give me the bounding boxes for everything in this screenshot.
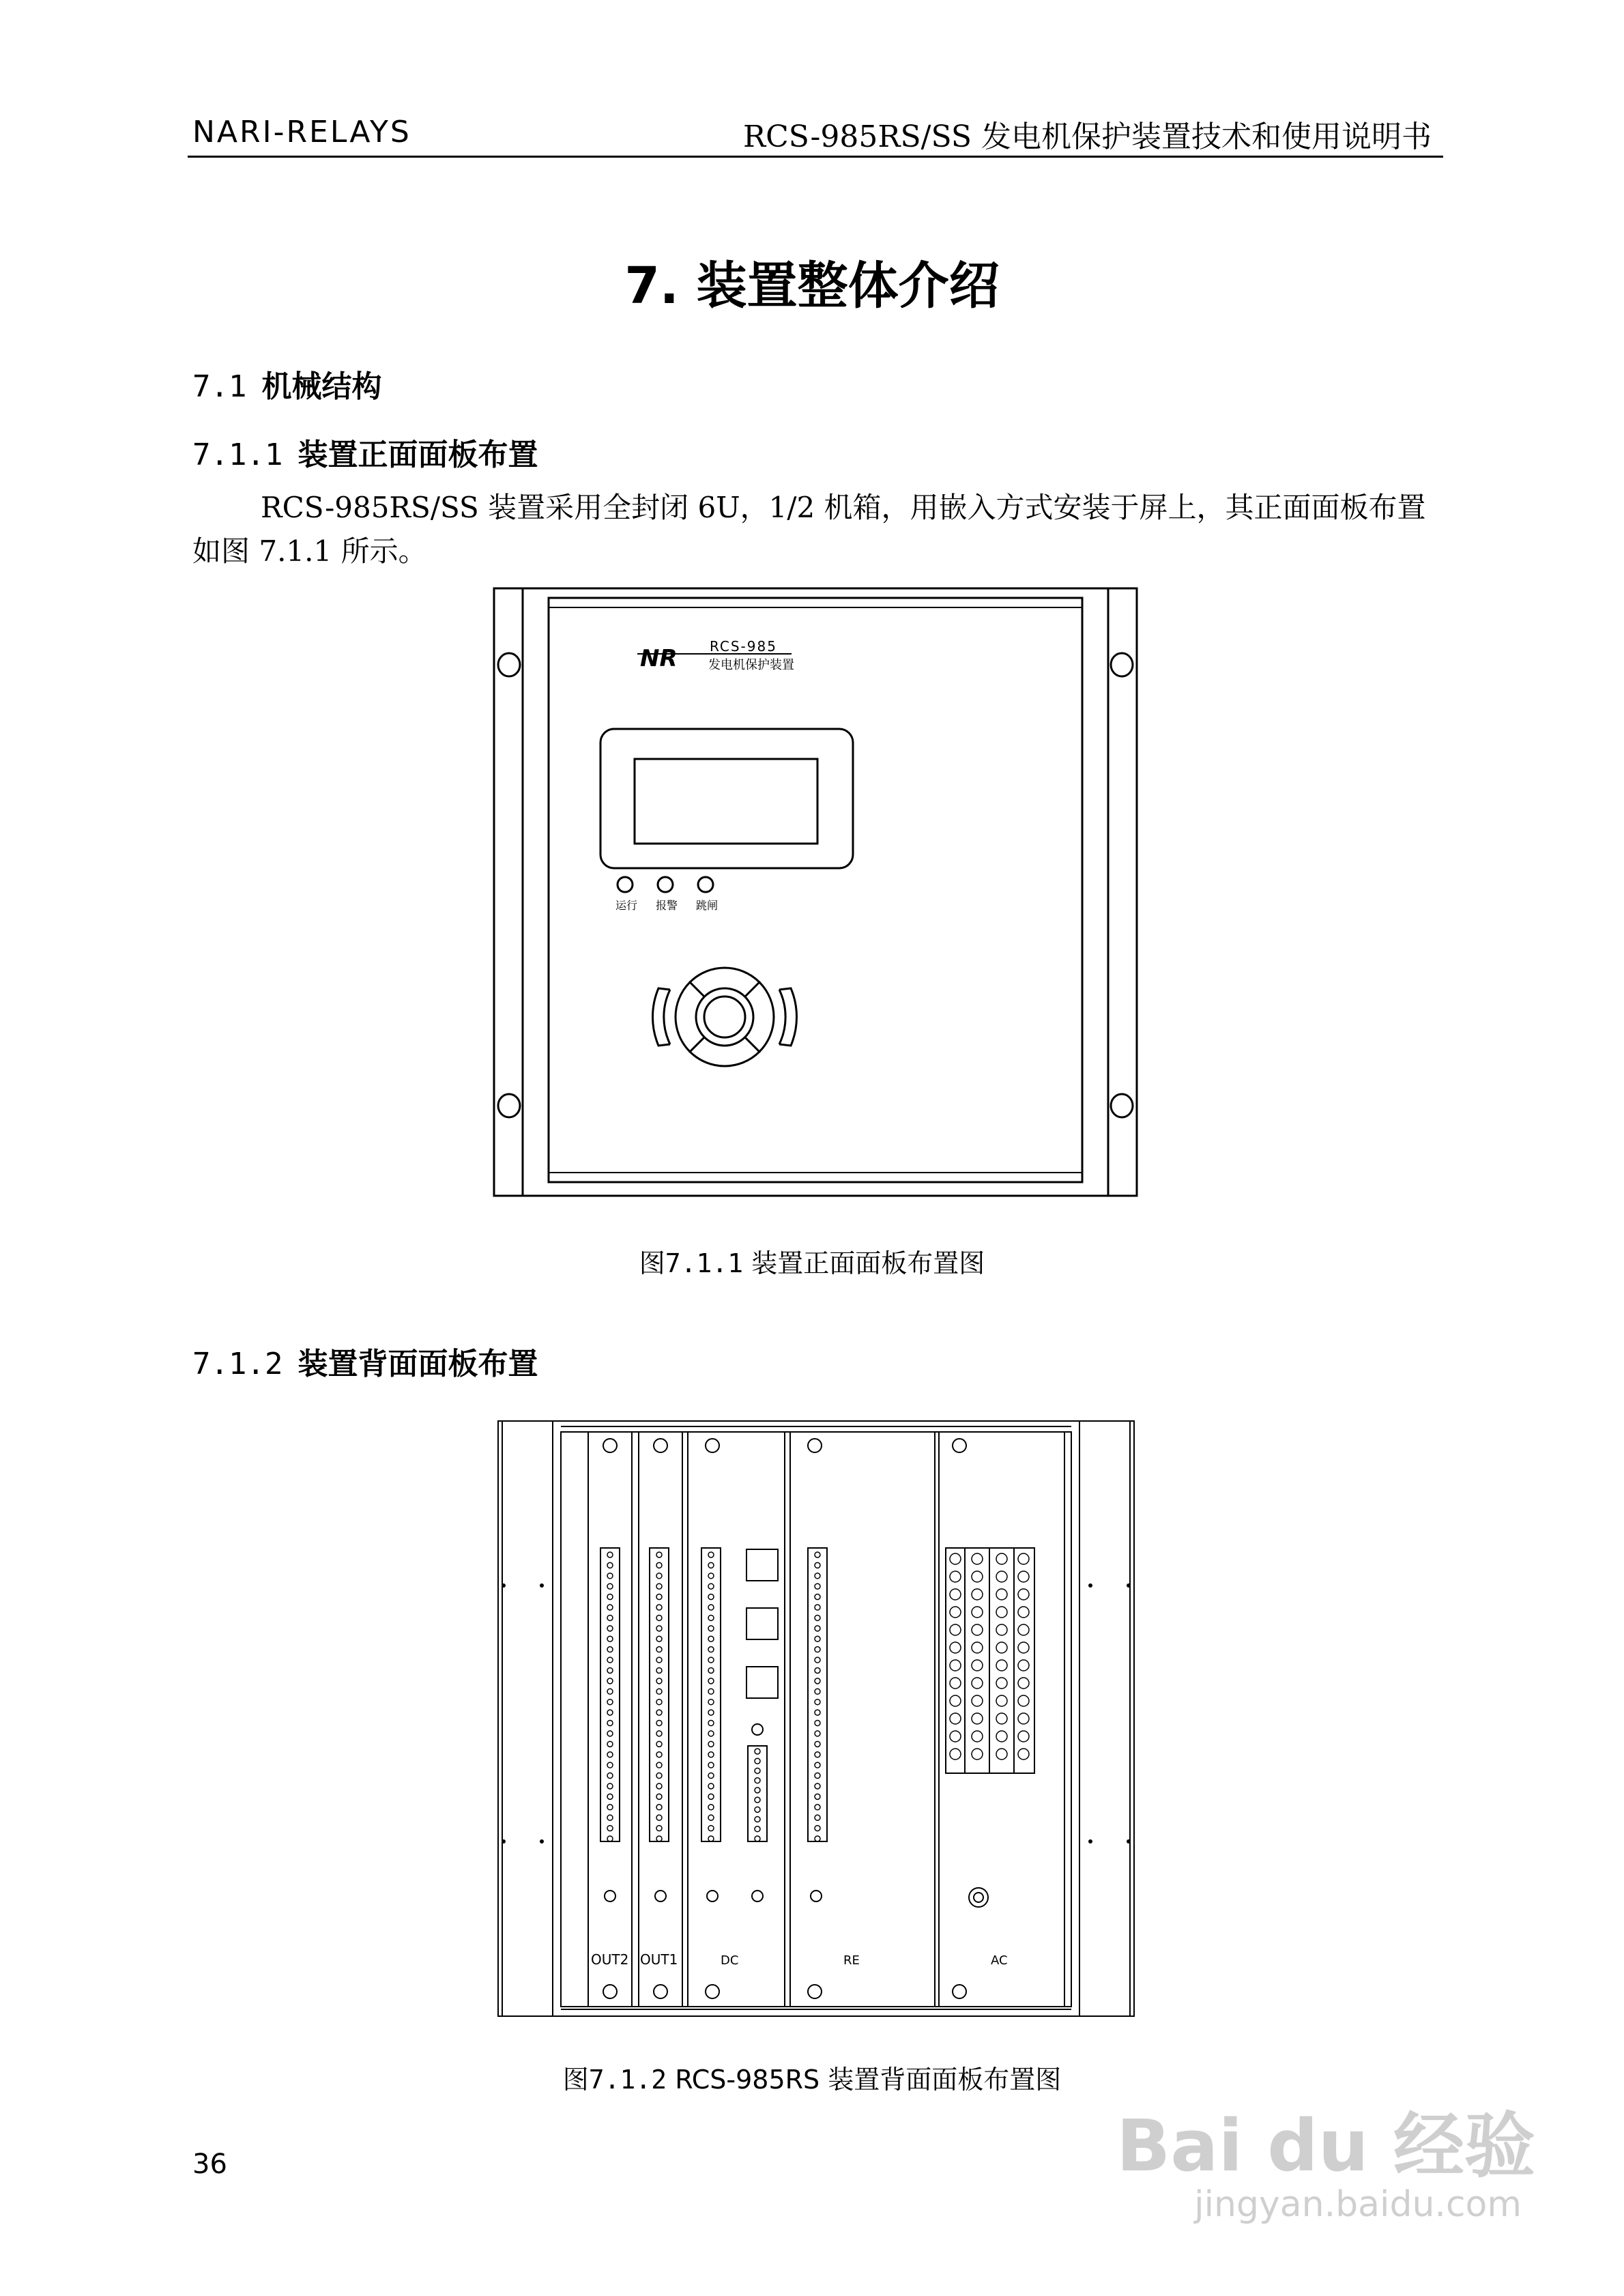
ac-terminal-screw <box>950 1660 961 1671</box>
terminal-pin <box>607 1657 613 1663</box>
module-label-out2: OUT2 <box>591 1951 629 1968</box>
front-panel-frame <box>494 588 1137 1196</box>
terminal-pin <box>708 1699 714 1705</box>
terminal-pin <box>708 1657 714 1663</box>
terminal-pin <box>656 1710 662 1715</box>
terminal-pin <box>815 1647 820 1652</box>
terminal-pin <box>656 1583 662 1589</box>
ac-terminal-screw <box>1018 1695 1029 1706</box>
ac-terminal-screw <box>972 1624 983 1635</box>
mount-hole <box>498 653 520 676</box>
terminal-pin <box>815 1636 820 1641</box>
ac-terminal-screw <box>1018 1749 1029 1760</box>
section-7-1-1-heading <box>192 430 538 474</box>
terminal-pin <box>708 1815 714 1820</box>
ac-terminal-screw <box>972 1589 983 1600</box>
ac-terminal-screw <box>1018 1678 1029 1689</box>
section-number: 7.1 <box>192 369 247 404</box>
port <box>746 1549 778 1581</box>
mount-hole <box>498 1094 520 1117</box>
terminal-pin <box>656 1552 662 1558</box>
terminal-pin <box>815 1678 820 1684</box>
terminal-pin <box>656 1762 662 1768</box>
terminal-pin <box>708 1752 714 1757</box>
led-label-alarm: 报警 <box>656 899 678 912</box>
terminal-pin <box>815 1721 820 1726</box>
terminal-pin <box>708 1721 714 1726</box>
terminal-pin <box>708 1794 714 1799</box>
terminal-pin <box>708 1773 714 1779</box>
terminal-pin <box>755 1788 760 1793</box>
ac-terminal-screw <box>996 1553 1007 1564</box>
terminal-pin <box>708 1762 714 1768</box>
terminal-pin <box>607 1573 613 1579</box>
terminal-pin <box>708 1741 714 1747</box>
ac-terminal-screw <box>1018 1731 1029 1742</box>
ac-terminal-screw <box>1018 1553 1029 1564</box>
ac-terminal-screw <box>972 1607 983 1618</box>
terminal-pin <box>815 1699 820 1705</box>
port <box>746 1608 778 1639</box>
terminal-pin <box>815 1773 820 1779</box>
terminal-pin <box>708 1583 714 1589</box>
caption-number: 7.1.1 <box>665 1248 744 1278</box>
terminal-pin <box>815 1836 820 1841</box>
terminal-pin <box>755 1749 760 1754</box>
terminal-pin <box>755 1758 760 1764</box>
terminal-pin <box>656 1647 662 1652</box>
ac-terminal-screw <box>1018 1660 1029 1671</box>
section-7-1-2-heading <box>192 1339 538 1383</box>
ac-terminal-screw <box>996 1571 1007 1582</box>
led-label-trip: 跳闸 <box>696 899 719 912</box>
terminal-pin <box>708 1647 714 1652</box>
ac-terminal-screw <box>972 1695 983 1706</box>
ac-terminal-screw <box>972 1678 983 1689</box>
back-panel-figure <box>495 1418 1137 2019</box>
terminal-pin <box>815 1615 820 1620</box>
ac-terminal-screw <box>996 1624 1007 1635</box>
terminal-pin <box>607 1689 613 1694</box>
terminal-pin <box>656 1826 662 1831</box>
terminal-pin <box>708 1783 714 1789</box>
terminal-pin <box>708 1626 714 1631</box>
terminal-pin <box>607 1741 613 1747</box>
terminal-pin <box>815 1594 820 1600</box>
terminal-pin <box>708 1594 714 1600</box>
ac-terminal-screw <box>996 1678 1007 1689</box>
terminal-pin <box>755 1817 760 1822</box>
terminal-pin <box>656 1783 662 1789</box>
terminal-pin <box>607 1678 613 1684</box>
terminal-pin <box>815 1552 820 1558</box>
section-title: 装置背面面板布置 <box>298 1347 538 1381</box>
led-trip <box>698 877 713 892</box>
terminal-pin <box>708 1615 714 1620</box>
terminal-pin <box>607 1836 613 1841</box>
terminal-pin <box>607 1794 613 1799</box>
ac-terminal-screw <box>950 1695 961 1706</box>
module-label-ac: AC <box>991 1953 1008 1968</box>
caption-prefix: 图 <box>562 2065 589 2095</box>
terminal-pin <box>815 1710 820 1715</box>
terminal-pin <box>607 1773 613 1779</box>
caption-prefix: 图 <box>639 1248 665 1278</box>
terminal-pin <box>755 1778 760 1783</box>
terminal-pin <box>708 1826 714 1831</box>
terminal-pin <box>708 1562 714 1568</box>
ac-terminal-screw <box>950 1607 961 1618</box>
chapter-title: 7. 装置整体介绍 <box>624 257 1000 315</box>
terminal-pin <box>607 1699 613 1705</box>
led-run <box>618 877 633 892</box>
terminal-pin <box>656 1731 662 1736</box>
logo <box>640 638 794 672</box>
section-7-1-heading <box>192 362 381 405</box>
ac-terminal-screw <box>972 1749 983 1760</box>
ac-terminal-screw <box>996 1607 1007 1618</box>
ac-terminal-screw <box>950 1749 961 1760</box>
ac-terminal-screw <box>972 1553 983 1564</box>
terminal-pin <box>656 1657 662 1663</box>
ac-terminal-screw <box>972 1713 983 1724</box>
ac-terminal-screw <box>950 1731 961 1742</box>
ac-terminal-screw <box>1018 1607 1029 1618</box>
terminal-pin <box>708 1636 714 1641</box>
watermark-brand: Bai du 经验 <box>1116 2104 1535 2187</box>
header-right: RCS-985RS/SS 发电机保护装置技术和使用说明书 <box>743 119 1432 154</box>
header-rule <box>188 156 1443 158</box>
module-label-out1: OUT1 <box>640 1951 678 1968</box>
mount-hole <box>1111 653 1133 676</box>
mount-hole <box>1111 1094 1133 1117</box>
terminal-pin <box>708 1552 714 1558</box>
section-number: 7.1.1 <box>192 437 283 472</box>
terminal-pin <box>607 1583 613 1589</box>
section-number: 7.1.2 <box>192 1347 283 1381</box>
terminal-pin <box>708 1667 714 1673</box>
watermark-url: jingyan.baidu.com <box>1194 2184 1522 2225</box>
ac-terminal-screw <box>1018 1589 1029 1600</box>
terminal-pin <box>708 1836 714 1841</box>
header-left: NARI-RELAYS <box>192 115 411 149</box>
port <box>746 1667 778 1698</box>
ac-terminal-screw <box>1018 1571 1029 1582</box>
terminal-pin <box>815 1826 820 1831</box>
ac-terminal-screw <box>1018 1642 1029 1653</box>
keypad-center-button <box>704 996 745 1037</box>
ac-terminal-screw <box>950 1589 961 1600</box>
ac-terminal-screw <box>996 1695 1007 1706</box>
ac-terminal-screw <box>996 1731 1007 1742</box>
terminal-pin <box>815 1562 820 1568</box>
body-paragraph: RCS-985RS/SS 装置采用全封闭 6U，1/2 机箱，用嵌入方式安装于屏上，其正面面板布置如图 7.1.1 所示。 <box>192 491 1426 568</box>
ground-stud <box>969 1888 988 1907</box>
terminal-pin <box>607 1783 613 1789</box>
terminal-pin <box>607 1805 613 1810</box>
terminal-pin <box>815 1762 820 1768</box>
terminal-pin <box>815 1657 820 1663</box>
terminal-pin <box>708 1689 714 1694</box>
terminal-pin <box>815 1805 820 1810</box>
terminal-pin <box>708 1805 714 1810</box>
ac-terminal-screw <box>1018 1713 1029 1724</box>
terminal-pin <box>815 1794 820 1799</box>
terminal-pin <box>607 1626 613 1631</box>
terminal-pin <box>656 1615 662 1620</box>
terminal-pin <box>607 1721 613 1726</box>
terminal-pin <box>656 1752 662 1757</box>
ac-terminal-screw <box>972 1660 983 1671</box>
terminal-pin <box>755 1826 760 1832</box>
terminal-pin <box>607 1605 613 1610</box>
led-alarm <box>658 877 673 892</box>
terminal-pin <box>656 1626 662 1631</box>
terminal-pin <box>656 1562 662 1568</box>
terminal-pin <box>656 1678 662 1684</box>
ac-terminal-screw <box>996 1660 1007 1671</box>
terminal-pin <box>656 1636 662 1641</box>
terminal-pin <box>656 1573 662 1579</box>
terminal-pin <box>656 1805 662 1810</box>
section-title: 装置正面面板布置 <box>298 437 538 472</box>
terminal-pin <box>755 1768 760 1773</box>
section-title: 机械结构 <box>261 369 382 404</box>
figure-1-caption <box>0 1242 1624 1280</box>
terminal-pin <box>656 1773 662 1779</box>
terminal-pin <box>656 1605 662 1610</box>
caption-text: 装置正面面板布置图 <box>751 1248 985 1278</box>
ac-terminal-screw <box>950 1713 961 1724</box>
terminal-pin <box>656 1689 662 1694</box>
terminal-pin <box>815 1573 820 1579</box>
terminal-pin <box>755 1797 760 1803</box>
caption-text: RCS-985RS 装置背面面板布置图 <box>675 2065 1062 2095</box>
module-label-re: RE <box>843 1953 860 1968</box>
terminal-pin <box>607 1636 613 1641</box>
terminal-pin <box>708 1731 714 1736</box>
terminal-pin <box>607 1826 613 1831</box>
terminal-pin <box>815 1583 820 1589</box>
terminal-pin <box>656 1836 662 1841</box>
terminal-pin <box>708 1605 714 1610</box>
module-label-dc: DC <box>721 1953 739 1968</box>
terminal-pin <box>656 1721 662 1726</box>
back-panel-frame <box>498 1421 1134 2016</box>
ac-terminal-screw <box>972 1731 983 1742</box>
terminal-pin <box>755 1836 760 1841</box>
terminal-pin <box>607 1647 613 1652</box>
terminal-pin <box>656 1815 662 1820</box>
terminal-pin <box>656 1594 662 1600</box>
terminal-pin <box>815 1752 820 1757</box>
terminal-pin <box>607 1594 613 1600</box>
terminal-pin <box>607 1731 613 1736</box>
terminal-pin <box>708 1710 714 1715</box>
ac-terminal-screw <box>972 1571 983 1582</box>
terminal-pin <box>607 1667 613 1673</box>
terminal-pin <box>607 1752 613 1757</box>
ac-terminal-screw <box>972 1642 983 1653</box>
terminal-pin <box>656 1794 662 1799</box>
terminal-pin <box>815 1605 820 1610</box>
lcd-screen <box>635 759 817 844</box>
lcd-bezel <box>600 729 853 868</box>
ac-terminal-screw <box>996 1589 1007 1600</box>
page-number: 36 <box>192 2149 227 2180</box>
terminal-pin <box>607 1710 613 1715</box>
terminal-pin <box>656 1667 662 1673</box>
terminal-pin <box>815 1783 820 1789</box>
ac-terminal-screw <box>950 1571 961 1582</box>
terminal-pin <box>815 1731 820 1736</box>
terminal-pin <box>708 1573 714 1579</box>
terminal-pin <box>755 1807 760 1812</box>
terminal-strip-dc-small <box>748 1746 767 1841</box>
terminal-pin <box>607 1552 613 1558</box>
ac-terminal-screw <box>950 1624 961 1635</box>
terminal-pin <box>815 1689 820 1694</box>
terminal-pin <box>607 1562 613 1568</box>
caption-number: 7.1.2 <box>588 2065 667 2095</box>
ac-terminal-screw <box>996 1749 1007 1760</box>
logo-name: 发电机保护装置 <box>708 658 794 672</box>
terminal-pin <box>815 1667 820 1673</box>
terminal-pin <box>607 1815 613 1820</box>
ac-terminal-screw <box>950 1678 961 1689</box>
terminal-pin <box>815 1626 820 1631</box>
front-panel-figure <box>491 586 1140 1200</box>
logo-model: RCS-985 <box>710 638 777 655</box>
terminal-pin <box>607 1762 613 1768</box>
terminal-pin <box>815 1741 820 1747</box>
terminal-pin <box>607 1615 613 1620</box>
ac-terminal-screw <box>950 1553 961 1564</box>
terminal-pin <box>708 1678 714 1684</box>
terminal-pin <box>656 1741 662 1747</box>
ac-terminal-screw <box>1018 1624 1029 1635</box>
ac-terminal-screw <box>996 1713 1007 1724</box>
terminal-pin <box>815 1815 820 1820</box>
nr-logo-icon: NR <box>640 645 678 672</box>
led-label-run: 运行 <box>615 899 638 912</box>
ac-terminal-screw <box>950 1642 961 1653</box>
terminal-pin <box>656 1699 662 1705</box>
ac-terminal-screw <box>996 1642 1007 1653</box>
